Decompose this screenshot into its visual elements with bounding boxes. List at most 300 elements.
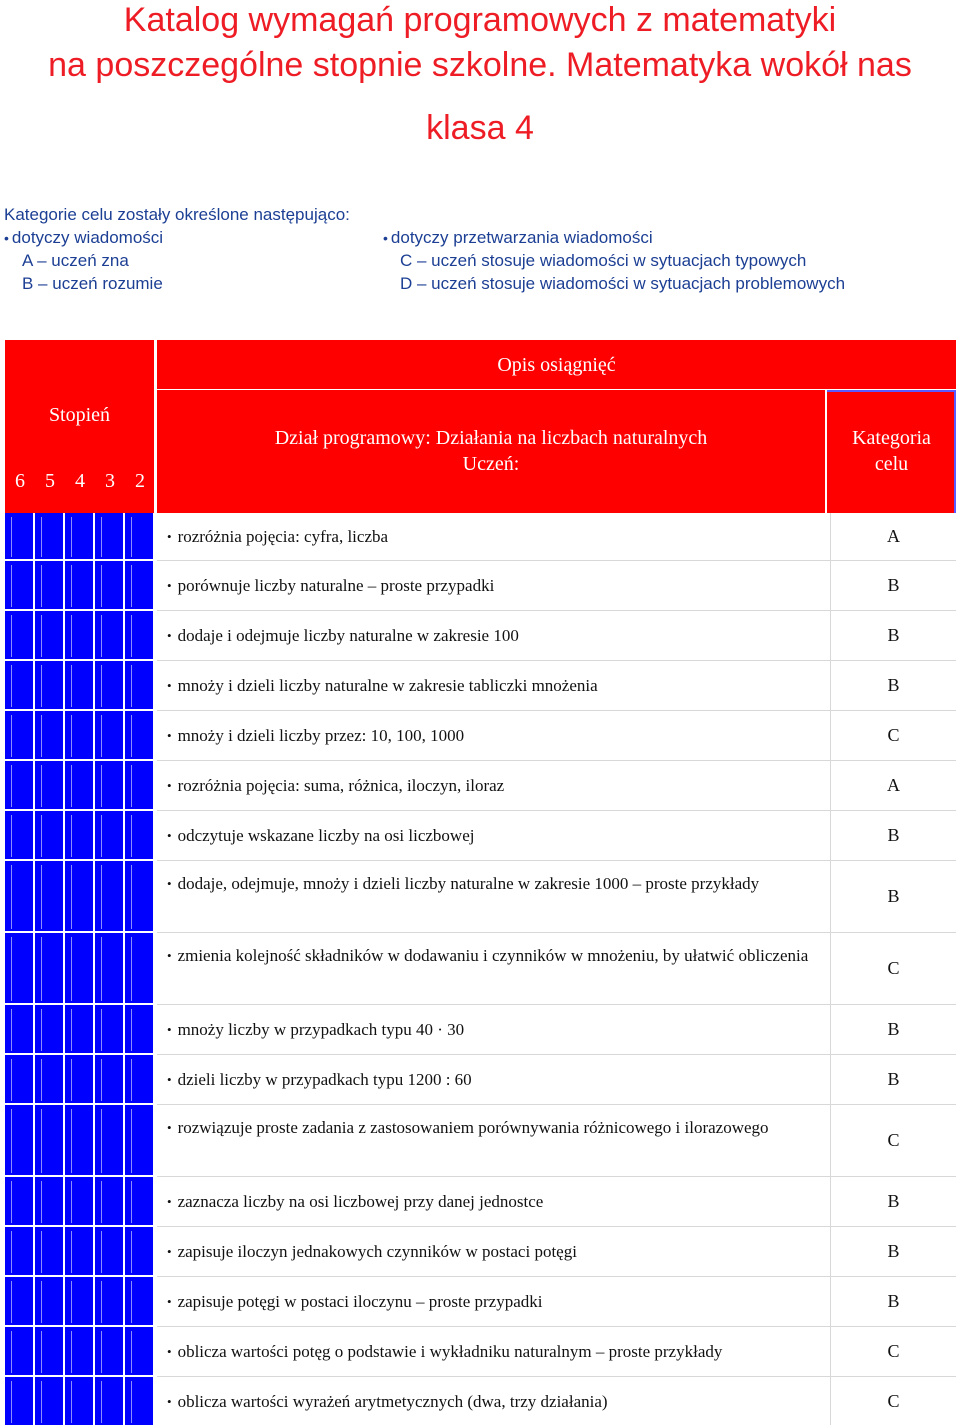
grade-cell-2 [125, 861, 155, 933]
table-row [5, 1005, 956, 1055]
category-label: B [887, 1191, 900, 1211]
grade-column-inner-rule [131, 565, 132, 607]
grade-column-inner-rule [131, 1231, 132, 1273]
requirement-cell [157, 513, 830, 561]
grade-column-inner-rule [101, 865, 102, 929]
requirement-text [167, 1116, 822, 1141]
grade-column-rule [153, 561, 155, 611]
grade-column-inner-rule [41, 937, 42, 1001]
grade-cell-5 [35, 1005, 65, 1055]
grade-column-inner-rule [11, 1281, 12, 1323]
grade-cell-5 [35, 1327, 65, 1377]
document-title-line-1: Katalog wymagań programowych z matematyki [123, 1, 837, 39]
legend-category-a: A – uczeń zna [22, 251, 129, 270]
grade-cell-6 [5, 611, 35, 661]
grade-column-inner-rule [101, 1009, 102, 1051]
grade-column-inner-rule [11, 765, 12, 807]
requirement-cell [157, 1177, 830, 1227]
requirement-label: odczytuje wskazane liczby na osi liczbowej [177, 826, 475, 845]
bullet-icon: • [167, 1022, 172, 1037]
requirement-cell [157, 861, 830, 933]
grade-cell-3 [95, 1005, 125, 1055]
requirement-text [167, 1190, 822, 1215]
grade-cell-2 [125, 711, 155, 761]
requirement-cell [157, 711, 830, 761]
grade-cell-6 [5, 711, 35, 761]
grade-cell-6 [5, 1005, 35, 1055]
grade-cell-5 [35, 513, 65, 561]
requirement-label: mnoży i dzieli liczby naturalne w zakresie tabliczki mnożenia [177, 676, 598, 695]
category-cell [830, 1177, 956, 1227]
category-label: B [887, 1019, 900, 1039]
requirement-text [167, 774, 822, 799]
table-row [5, 1377, 956, 1425]
bullet-icon: • [167, 1194, 172, 1209]
category-label: C [887, 1391, 900, 1411]
grade-column-inner-rule [41, 1381, 42, 1423]
grade-column-inner-rule [71, 1181, 72, 1223]
category-cell [830, 561, 956, 611]
grade-column-inner-rule [101, 1181, 102, 1223]
bullet-icon: • [167, 1394, 172, 1409]
requirement-cell [157, 1377, 830, 1425]
grade-cell-4 [65, 1377, 95, 1425]
grade-cell-5 [35, 1377, 65, 1425]
grade-column-inner-rule [41, 1281, 42, 1323]
grade-cell-6 [5, 513, 35, 561]
category-cell [830, 933, 956, 1005]
grade-column-inner-rule [41, 1109, 42, 1173]
requirement-text [167, 1390, 822, 1415]
header-grades [5, 470, 155, 494]
grade-column-inner-rule [101, 1109, 102, 1173]
grade-cell-5 [35, 761, 65, 811]
grade-column-inner-rule [11, 1109, 12, 1173]
grade-column-inner-rule [71, 665, 72, 707]
legend-left-title-text: dotyczy wiadomości [11, 228, 164, 247]
grade-column-inner-rule [11, 615, 12, 657]
grade-column-inner-rule [41, 1059, 42, 1101]
category-label: A [887, 775, 900, 795]
legend-category-b: B – uczeń rozumie [22, 274, 163, 293]
header-kategoria-label: Kategoria [852, 427, 931, 449]
grade-column-inner-rule [131, 1181, 132, 1223]
grade-column-inner-rule [11, 565, 12, 607]
grade-cell-5 [35, 1055, 65, 1105]
grade-cell-5 [35, 811, 65, 861]
requirement-text [167, 724, 822, 749]
bullet-icon: • [167, 876, 172, 891]
grade-column-inner-rule [71, 865, 72, 929]
table-row [5, 861, 956, 933]
requirement-label: dodaje, odejmuje, mnoży i dzieli liczby naturalne w zakresie 1000 – proste przykłady [177, 874, 760, 893]
grade-column-rule [153, 513, 155, 561]
grade-column-inner-rule [101, 1231, 102, 1273]
requirement-cell [157, 761, 830, 811]
requirement-label: porównuje liczby naturalne – proste przypadki [177, 576, 495, 595]
table-row [5, 561, 956, 611]
grade-column-inner-rule [101, 665, 102, 707]
grade-cell-5 [35, 1177, 65, 1227]
requirement-label: zapisuje iloczyn jednakowych czynników w postaci potęgi [177, 1242, 577, 1261]
requirement-label: zaznacza liczby na osi liczbowej przy danej jednostce [177, 1192, 544, 1211]
grade-cell-6 [5, 1055, 35, 1105]
grade-cell-4 [65, 711, 95, 761]
grade-cell-6 [5, 811, 35, 861]
grade-cell-3 [95, 811, 125, 861]
bullet-icon: • [167, 728, 172, 743]
requirement-text [167, 944, 822, 969]
grade-cell-4 [65, 611, 95, 661]
grade-cell-5 [35, 661, 65, 711]
category-label: B [887, 1069, 900, 1089]
grade-column-inner-rule [101, 715, 102, 757]
bullet-icon: • [167, 628, 172, 643]
table-row [5, 1055, 956, 1105]
grade-column-inner-rule [41, 815, 42, 857]
grade-cell-2 [125, 1277, 155, 1327]
requirement-label: rozwiązuje proste zadania z zastosowaniem porównywania różnicowego i ilorazowego [177, 1118, 769, 1137]
grade-cell-6 [5, 861, 35, 933]
grade-column-inner-rule [101, 1331, 102, 1373]
grade-cell-6 [5, 1177, 35, 1227]
grade-cell-2 [125, 761, 155, 811]
grade-column-rule [153, 1005, 155, 1055]
grade-column-rule [153, 611, 155, 661]
grade-cell-6 [5, 561, 35, 611]
grade-cell-4 [65, 1055, 95, 1105]
grade-column-rule [153, 1055, 155, 1105]
grade-cell-3 [95, 861, 125, 933]
grade-column-inner-rule [131, 1281, 132, 1323]
legend-left-title [4, 226, 163, 250]
bullet-icon: • [167, 1294, 172, 1309]
requirement-text [167, 1018, 822, 1043]
table-row [5, 761, 956, 811]
bullet-icon: • [167, 1244, 172, 1259]
grade-cell-4 [65, 761, 95, 811]
grade-column-inner-rule [11, 665, 12, 707]
requirement-label: mnoży i dzieli liczby przez: 10, 100, 1000 [177, 726, 465, 745]
grade-column-rule [153, 1377, 155, 1425]
requirement-cell [157, 1277, 830, 1327]
document-title-line-2: na poszczególne stopnie szkolne. Matematyka wokół nas [48, 46, 912, 84]
grade-column-inner-rule [101, 565, 102, 607]
requirement-cell [157, 1055, 830, 1105]
grade-column-inner-rule [71, 937, 72, 1001]
requirement-label: rozróżnia pojęcia: cyfra, liczba [177, 527, 389, 546]
category-cell [830, 513, 956, 561]
grade-cell-3 [95, 611, 125, 661]
grade-column-inner-rule [131, 517, 132, 557]
grade-4-label: 4 [75, 470, 85, 492]
requirement-text [167, 824, 822, 849]
header-celu-label: celu [874, 453, 909, 475]
grade-cell-2 [125, 933, 155, 1005]
grade-cell-6 [5, 1277, 35, 1327]
legend-right-title [383, 226, 653, 250]
bullet-icon: • [167, 578, 172, 593]
category-cell [830, 1377, 956, 1425]
grade-column-inner-rule [131, 1059, 132, 1101]
grade-column-rule [153, 933, 155, 1005]
grade-cell-3 [95, 761, 125, 811]
grade-column-inner-rule [41, 1009, 42, 1051]
grade-column-inner-rule [41, 665, 42, 707]
grade-column-inner-rule [101, 937, 102, 1001]
requirement-cell [157, 611, 830, 661]
grade-cell-2 [125, 1005, 155, 1055]
grade-column-inner-rule [101, 1281, 102, 1323]
requirement-label: dzieli liczby w przypadkach typu 1200 : 60 [177, 1070, 472, 1089]
grade-5-label: 5 [45, 470, 55, 492]
requirement-text [167, 1340, 822, 1365]
grade-column-inner-rule [11, 1231, 12, 1273]
grade-cell-4 [65, 933, 95, 1005]
category-cell [830, 861, 956, 933]
requirement-label: dodaje i odejmuje liczby naturalne w zakresie 100 [177, 626, 519, 645]
requirement-text [167, 1068, 822, 1093]
grade-cell-6 [5, 1377, 35, 1425]
grade-column-inner-rule [131, 1381, 132, 1423]
grade-column-rule [153, 661, 155, 711]
grade-column-inner-rule [41, 615, 42, 657]
grade-cell-2 [125, 611, 155, 661]
grade-column-inner-rule [71, 1059, 72, 1101]
requirement-label: zapisuje potęgi w postaci iloczynu – proste przypadki [177, 1292, 543, 1311]
grade-column-inner-rule [101, 517, 102, 557]
grade-column-inner-rule [71, 615, 72, 657]
header-dzial-cell [157, 390, 825, 513]
grade-cell-5 [35, 1277, 65, 1327]
grade-cell-2 [125, 513, 155, 561]
grade-cell-2 [125, 1055, 155, 1105]
grade-cell-5 [35, 711, 65, 761]
requirement-label: oblicza wartości potęg o podstawie i wykładniku naturalnym – proste przykłady [177, 1342, 723, 1361]
bullet-icon: • [167, 1344, 172, 1359]
grade-column-inner-rule [11, 865, 12, 929]
grade-column-inner-rule [11, 937, 12, 1001]
grade-column-inner-rule [131, 1109, 132, 1173]
grade-6-label: 6 [15, 470, 25, 492]
grade-column-inner-rule [41, 715, 42, 757]
grade-column-rule [153, 1227, 155, 1277]
category-label: C [887, 725, 900, 745]
grade-column-inner-rule [101, 815, 102, 857]
category-label: B [887, 825, 900, 845]
requirement-label: mnoży liczby w przypadkach typu 40 · 30 [177, 1020, 465, 1039]
category-cell [830, 1005, 956, 1055]
grade-column-inner-rule [41, 865, 42, 929]
grade-cell-3 [95, 933, 125, 1005]
bullet-icon: • [167, 678, 172, 693]
grade-cell-3 [95, 1277, 125, 1327]
requirement-text [167, 525, 822, 550]
grade-cell-6 [5, 761, 35, 811]
requirement-label: oblicza wartości wyrażeń arytmetycznych (dwa, trzy działania) [177, 1392, 608, 1411]
grade-cell-4 [65, 661, 95, 711]
requirement-label: zmienia kolejność składników w dodawaniu i czynników w mnożeniu, by ułatwić obliczenia [177, 946, 809, 965]
grade-cell-3 [95, 1105, 125, 1177]
header-stopien-label: Stopień [48, 404, 111, 426]
category-cell [830, 1327, 956, 1377]
grade-column-inner-rule [41, 765, 42, 807]
table-row [5, 513, 956, 561]
grade-column-inner-rule [71, 517, 72, 557]
bullet-icon: • [383, 230, 388, 246]
grade-cell-2 [125, 561, 155, 611]
grade-column-inner-rule [131, 865, 132, 929]
grade-3-label: 3 [105, 470, 115, 492]
category-cell [830, 611, 956, 661]
grade-column-rule [153, 811, 155, 861]
grade-column-rule [153, 1327, 155, 1377]
grade-column-inner-rule [101, 615, 102, 657]
grade-cell-3 [95, 1227, 125, 1277]
grade-cell-4 [65, 1177, 95, 1227]
grade-cell-6 [5, 933, 35, 1005]
grade-cell-5 [35, 1227, 65, 1277]
table-row [5, 933, 956, 1005]
requirement-label: rozróżnia pojęcia: suma, różnica, iloczyn, iloraz [177, 776, 505, 795]
grade-cell-6 [5, 1327, 35, 1377]
requirement-cell [157, 1327, 830, 1377]
table-row [5, 1177, 956, 1227]
table-row [5, 1327, 956, 1377]
grade-cell-5 [35, 611, 65, 661]
grade-cell-2 [125, 1105, 155, 1177]
grade-cell-3 [95, 561, 125, 611]
grade-column-inner-rule [71, 1109, 72, 1173]
table-row [5, 611, 956, 661]
grade-column-rule [153, 861, 155, 933]
grade-cell-4 [65, 1277, 95, 1327]
requirement-cell [157, 1227, 830, 1277]
requirement-cell [157, 1105, 830, 1177]
grade-cell-4 [65, 561, 95, 611]
grade-column-inner-rule [11, 1181, 12, 1223]
grade-cell-4 [65, 1005, 95, 1055]
requirement-text [167, 624, 822, 649]
grade-column-inner-rule [71, 715, 72, 757]
category-label: B [887, 675, 900, 695]
legend-heading: Kategorie celu zostały określone następująco: [4, 205, 350, 224]
table-row [5, 1277, 956, 1327]
requirement-text [167, 872, 822, 897]
grade-cell-5 [35, 933, 65, 1005]
grade-cell-3 [95, 513, 125, 561]
grade-column-inner-rule [131, 1331, 132, 1373]
category-label: B [887, 625, 900, 645]
requirement-text [167, 1240, 822, 1265]
grade-column-inner-rule [131, 615, 132, 657]
requirement-text [167, 574, 822, 599]
grade-column-inner-rule [71, 1331, 72, 1373]
grade-column-inner-rule [11, 715, 12, 757]
category-cell [830, 1227, 956, 1277]
legend-category-d: D – uczeń stosuje wiadomości w sytuacjach problemowych [400, 274, 846, 293]
grade-column-inner-rule [131, 765, 132, 807]
category-label: C [887, 958, 900, 978]
category-label: C [887, 1130, 900, 1150]
category-cell [830, 1055, 956, 1105]
grade-column-inner-rule [41, 517, 42, 557]
grade-cell-4 [65, 1105, 95, 1177]
grade-column-inner-rule [71, 1009, 72, 1051]
bullet-icon: • [167, 1072, 172, 1087]
legend-right-title-text: dotyczy przetwarzania wiadomości [390, 228, 653, 247]
category-cell [830, 661, 956, 711]
grade-cell-3 [95, 1377, 125, 1425]
grade-cell-3 [95, 1327, 125, 1377]
grade-column-inner-rule [11, 1331, 12, 1373]
bullet-icon: • [167, 529, 172, 544]
grade-column-inner-rule [131, 815, 132, 857]
grade-column-inner-rule [131, 1009, 132, 1051]
grade-column-inner-rule [71, 1231, 72, 1273]
bullet-icon: • [167, 948, 172, 963]
grade-column-inner-rule [71, 1281, 72, 1323]
grade-cell-2 [125, 661, 155, 711]
category-label: B [887, 575, 900, 595]
grade-column-inner-rule [101, 1059, 102, 1101]
bullet-icon: • [167, 1120, 172, 1135]
category-cell [830, 1105, 956, 1177]
grade-2-label: 2 [135, 470, 145, 492]
grade-column-inner-rule [71, 815, 72, 857]
grade-column-rule [153, 1177, 155, 1227]
category-cell [830, 761, 956, 811]
grade-column-inner-rule [131, 937, 132, 1001]
grade-cell-3 [95, 1177, 125, 1227]
grade-column-inner-rule [11, 517, 12, 557]
grade-cell-6 [5, 1227, 35, 1277]
grade-cell-3 [95, 711, 125, 761]
grade-column-rule [153, 1277, 155, 1327]
grade-column-inner-rule [41, 1231, 42, 1273]
table-row [5, 1105, 956, 1177]
grade-cell-2 [125, 1377, 155, 1425]
grade-cell-3 [95, 661, 125, 711]
grade-column-inner-rule [101, 765, 102, 807]
grade-cell-6 [5, 661, 35, 711]
requirement-cell [157, 561, 830, 611]
requirement-text [167, 674, 822, 699]
requirement-cell [157, 661, 830, 711]
grade-cell-6 [5, 1105, 35, 1177]
category-cell [830, 1277, 956, 1327]
grade-column-inner-rule [11, 1381, 12, 1423]
table-row [5, 1227, 956, 1277]
grade-cell-4 [65, 513, 95, 561]
grade-cell-4 [65, 811, 95, 861]
grade-column-inner-rule [71, 765, 72, 807]
grade-column-inner-rule [131, 715, 132, 757]
category-cell [830, 711, 956, 761]
grade-cell-5 [35, 861, 65, 933]
grade-cell-2 [125, 1177, 155, 1227]
requirement-cell [157, 811, 830, 861]
grade-column-inner-rule [41, 565, 42, 607]
grade-column-rule [153, 711, 155, 761]
bullet-icon: • [167, 778, 172, 793]
category-label: B [887, 1291, 900, 1311]
category-cell [830, 811, 956, 861]
category-label: B [887, 1241, 900, 1261]
header-kategoria-border [827, 390, 956, 513]
grade-column-inner-rule [11, 815, 12, 857]
grade-column-rule [153, 1105, 155, 1177]
